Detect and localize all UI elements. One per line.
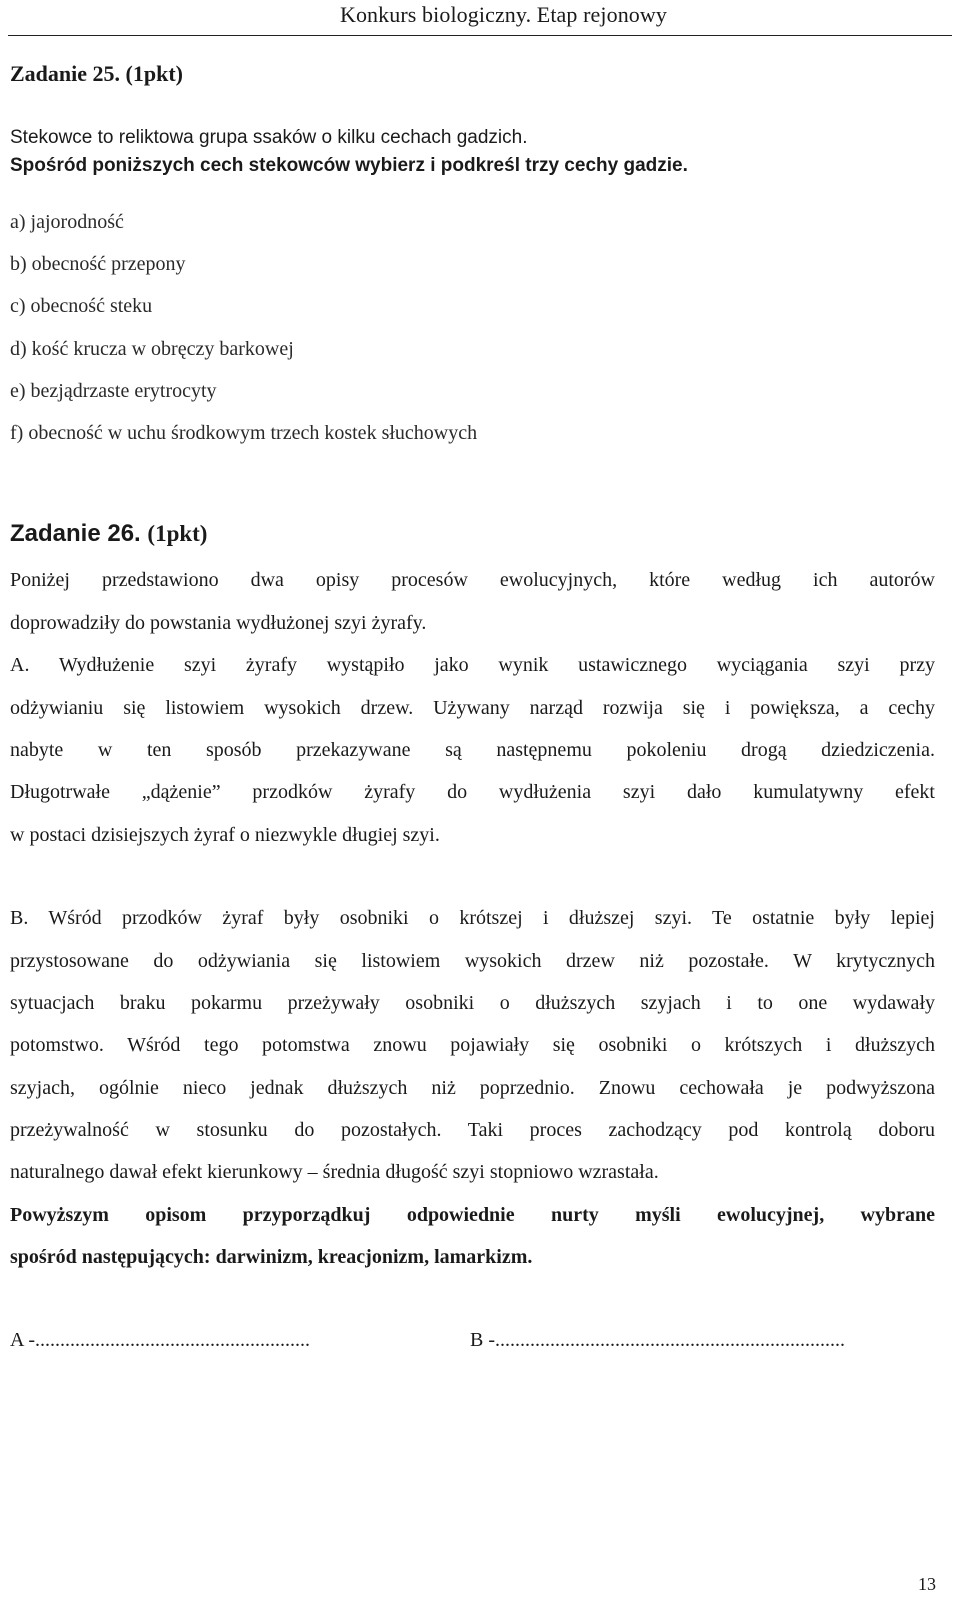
- task-26-line-13: przeżywalność w stosunku do pozostałych. Taki proces zachodzący pod kontrolą doboru: [10, 1119, 935, 1141]
- task-25-option-c: c) obecność steku: [10, 295, 153, 317]
- task-25-heading: Zadanie 25. (1pkt): [10, 61, 183, 86]
- task-26-line-9: przystosowane do odżywiania się listowiem wysokich drzew niż pozostałe. W krytycznych: [10, 950, 935, 972]
- task-25-intro: Stekowce to reliktowa grupa ssaków o kilku cechach gadzich.: [10, 127, 528, 148]
- header-rule: [8, 35, 952, 36]
- task-25-option-e: e) bezjądrzaste erytrocyty: [10, 380, 217, 402]
- page-header: [0, 0, 960, 40]
- answer-b-field[interactable]: B -......................................................................: [470, 1329, 845, 1351]
- task-26-instruction-1: Powyższym opisom przyporządkuj odpowiednie nurty myśli ewolucyjnej, wybrane: [10, 1204, 935, 1226]
- task-26-line-4: odżywianiu się listowiem wysokich drzew. Używany narząd rozwija się i powiększa, a cechy: [10, 697, 935, 719]
- task-26-heading-title: Zadanie 26.: [10, 520, 141, 547]
- task-26-line-8: B. Wśród przodków żyraf były osobniki o krótszej i dłuższej szyi. Te ostatnie były lepiej: [10, 907, 935, 929]
- task-26-line-14: naturalnego dawał efekt kierunkowy – średnia długość szyi stopniowo wzrastała.: [10, 1161, 659, 1183]
- task-26-line-10: sytuacjach braku pokarmu przeżywały osobniki o dłuższych szyjach i to one wydawały: [10, 992, 935, 1014]
- task-26-line-2: doprowadziły do powstania wydłużonej szyi żyrafy.: [10, 612, 427, 634]
- answer-a-field[interactable]: A -.......................................................: [10, 1329, 310, 1351]
- task-25-instruction: Spośród poniższych cech stekowców wybierz i podkreśl trzy cechy gadzie.: [10, 155, 688, 176]
- task-26-line-12: szyjach, ogólnie nieco jednak dłuższych niż poprzednio. Znowu cechowała je podwyższona: [10, 1077, 935, 1099]
- task-25-option-d: d) kość krucza w obręczy barkowej: [10, 338, 294, 360]
- task-26-line-1: Poniżej przedstawiono dwa opisy procesów ewolucyjnych, które według ich autorów: [10, 569, 935, 591]
- task-26-line-3: A. Wydłużenie szyi żyrafy wystąpiło jako wynik ustawicznego wyciągania szyi przy: [10, 654, 935, 676]
- task-26-heading: [10, 520, 207, 548]
- task-26-line-7: w postaci dzisiejszych żyraf o niezwykle długiej szyi.: [10, 824, 440, 846]
- task-26-heading-points: (1pkt): [147, 521, 208, 546]
- task-25-option-b: b) obecność przepony: [10, 253, 186, 275]
- page-number: 13: [918, 1574, 936, 1594]
- header-title: Konkurs biologiczny. Etap rejonowy: [339, 2, 667, 27]
- task-26-line-6: Długotrwałe „dążenie” przodków żyrafy do wydłużenia szyi dało kumulatywny efekt: [10, 781, 935, 803]
- task-25-option-f: f) obecność w uchu środkowym trzech kostek słuchowych: [10, 422, 478, 444]
- task-26-instruction-2: spośród następujących: darwinizm, kreacjonizm, lamarkizm.: [10, 1246, 533, 1268]
- task-26-line-11: potomstwo. Wśród tego potomstwa znowu pojawiały się osobniki o krótszych i dłuższych: [10, 1034, 935, 1056]
- task-26-line-5: nabyte w ten sposób przekazywane są następnemu pokoleniu drogą dziedziczenia.: [10, 739, 935, 761]
- task-25-option-a: a) jajorodność: [10, 211, 124, 233]
